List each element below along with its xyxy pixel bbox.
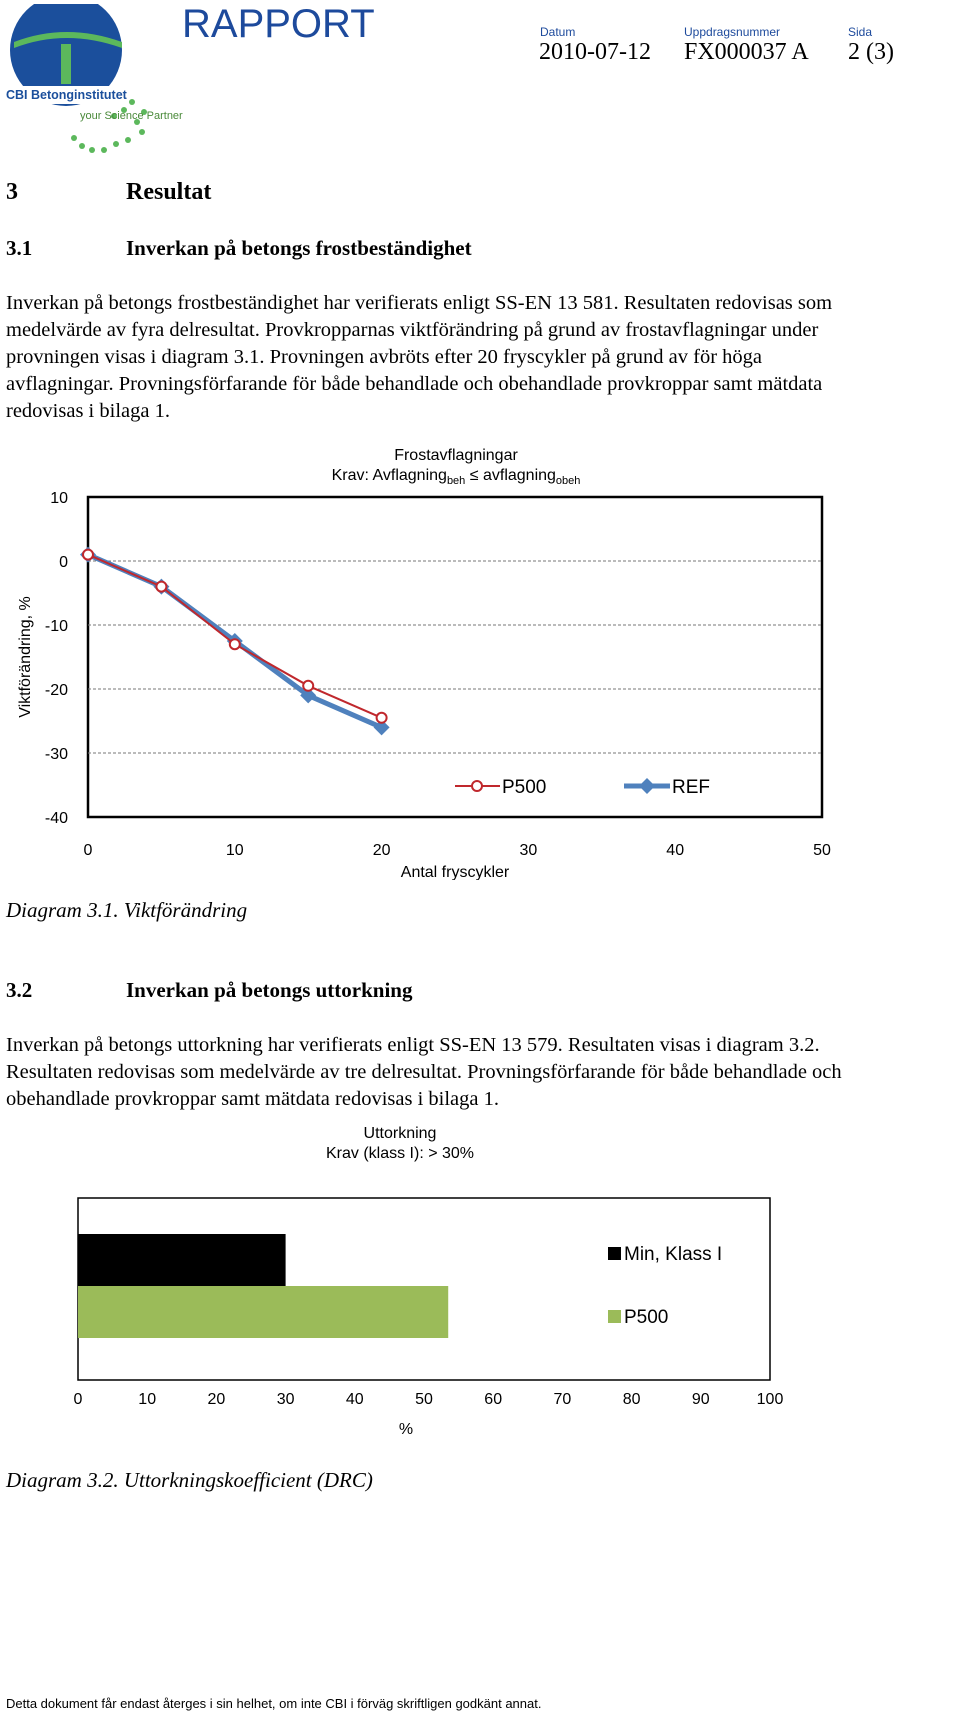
x-tick-label: 0	[73, 1391, 83, 1408]
diagram-1-line-chart	[0, 480, 960, 880]
y-tick-label: 10	[50, 490, 68, 507]
y-tick-label: -10	[44, 618, 68, 635]
section-3-1-title: Inverkan på betongs frostbeständighet	[126, 236, 472, 260]
x-tick-label: 50	[415, 1391, 433, 1408]
legend-label-p500: P500	[624, 1307, 669, 1328]
x-tick-label: 40	[345, 1391, 364, 1408]
diagram-2-caption: Diagram 3.2. Uttorkningskoefficient (DRC)	[6, 1468, 373, 1492]
paragraph-line: avflagningar. Provningsförfarande för både behandlade och obehandlade provkroppar samt mätdata	[6, 373, 823, 395]
y-tick-label: 0	[59, 554, 68, 571]
x-tick-label: 10	[138, 1391, 157, 1408]
bar-p500	[78, 1286, 448, 1338]
paragraph-line: redovisas i bilaga 1.	[6, 400, 170, 422]
legend-swatch-min-klass-i	[608, 1247, 621, 1260]
title-sub-obeh: obeh	[555, 475, 581, 488]
paragraph-line: Resultaten redovisas som medelvärde av tre delresultat. Provningsförfarande för både behandlade och	[6, 1061, 842, 1083]
title-mid: ≤ avflagning	[465, 467, 556, 484]
paragraph-line: provningen visas i diagram 3.1. Provningen avbröts efter 20 fryscykler på grund av för höga	[6, 346, 763, 368]
section-3-2-number: 3.2	[6, 978, 33, 1002]
x-tick-label: 30	[276, 1391, 295, 1408]
x-tick-label: 70	[553, 1391, 572, 1408]
plot-area	[88, 497, 822, 817]
paragraph-line: Inverkan på betongs uttorkning har verifierats enligt SS-EN 13 579. Resultaten visas i diagram 3.2.	[6, 1034, 820, 1056]
datum-label: Datum	[540, 25, 576, 39]
data-point-p500	[83, 550, 93, 560]
sida-label: Sida	[848, 25, 873, 39]
legend-swatch-p500	[608, 1310, 621, 1323]
datum-value: 2010-07-12	[539, 39, 651, 65]
x-axis-label: %	[398, 1421, 414, 1438]
uppdragsnummer-label: Uppdragsnummer	[684, 25, 781, 39]
x-tick-label: 90	[691, 1391, 710, 1408]
x-axis-label: Antal fryscykler	[400, 864, 510, 880]
logo-tagline: your Science Partner	[80, 110, 183, 122]
title-sub-beh: beh	[446, 475, 466, 488]
report-type-heading: RAPPORT	[182, 2, 375, 46]
x-tick-label: 20	[207, 1391, 226, 1408]
x-tick-label: 60	[484, 1391, 503, 1408]
legend-label-ref: REF	[672, 777, 710, 798]
diagram-1-title-line1: Frostavflagningar	[394, 447, 518, 464]
paragraph-line: medelvärde av fyra delresultat. Provkropparnas viktförändring på grund av frostavflagningar under	[6, 319, 819, 341]
section-3-1-paragraph	[6, 290, 956, 425]
data-point-p500	[303, 681, 313, 691]
company-logo	[4, 4, 183, 154]
logo-name: CBI Betonginstitutet	[6, 88, 127, 102]
section-3-2-title: Inverkan på betongs uttorkning	[126, 978, 413, 1002]
x-tick-label: 80	[622, 1391, 641, 1408]
diagram-2-title	[200, 1124, 600, 1164]
bar-min-klass-i	[78, 1234, 286, 1286]
legend-marker-p500	[472, 781, 482, 791]
legend-label-min-klass-i: Min, Klass I	[624, 1244, 723, 1265]
data-point-p500	[377, 713, 387, 723]
x-tick-label: 50	[813, 842, 831, 859]
section-3-2-paragraph	[6, 1032, 956, 1113]
section-3-number: 3	[6, 179, 18, 205]
diagram-2-title-line2: Krav (klass I): > 30%	[325, 1145, 475, 1162]
title-prefix: Krav: Avflagning	[331, 467, 447, 484]
data-point-p500	[156, 582, 166, 592]
x-tick-label: 10	[225, 842, 244, 859]
legend-label-p500: P500	[502, 777, 547, 798]
x-tick-label: 30	[519, 842, 538, 859]
x-tick-label: 100	[756, 1391, 784, 1408]
y-axis-label: Viktförändring, %	[17, 596, 34, 718]
section-3-1-number: 3.1	[6, 236, 33, 260]
paragraph-line: obehandlade provkroppar samt mätdata redovisas i bilaga 1.	[6, 1088, 499, 1110]
footer-note: Detta dokument får endast återges i sin helhet, om inte CBI i förväg skriftligen godkänt annat.	[6, 1696, 542, 1711]
y-tick-label: -40	[44, 810, 68, 827]
diagram-1-caption: Diagram 3.1. Viktförändring	[6, 898, 248, 922]
x-tick-label: 0	[83, 842, 93, 859]
x-tick-label: 20	[372, 842, 391, 859]
data-point-p500	[230, 639, 240, 649]
uppdragsnummer-value: FX000037 A	[684, 39, 809, 65]
diagram-2-title-line1: Uttorkning	[363, 1125, 437, 1142]
x-tick-label: 40	[666, 842, 685, 859]
y-tick-label: -30	[44, 746, 68, 763]
section-3-title: Resultat	[126, 179, 212, 205]
paragraph-line: Inverkan på betongs frostbeständighet har verifierats enligt SS-EN 13 581. Resultaten redovisas som	[6, 292, 833, 314]
sida-value: 2 (3)	[848, 39, 894, 65]
diagram-2-bar-chart	[0, 1180, 960, 1440]
y-tick-label: -20	[44, 682, 68, 699]
